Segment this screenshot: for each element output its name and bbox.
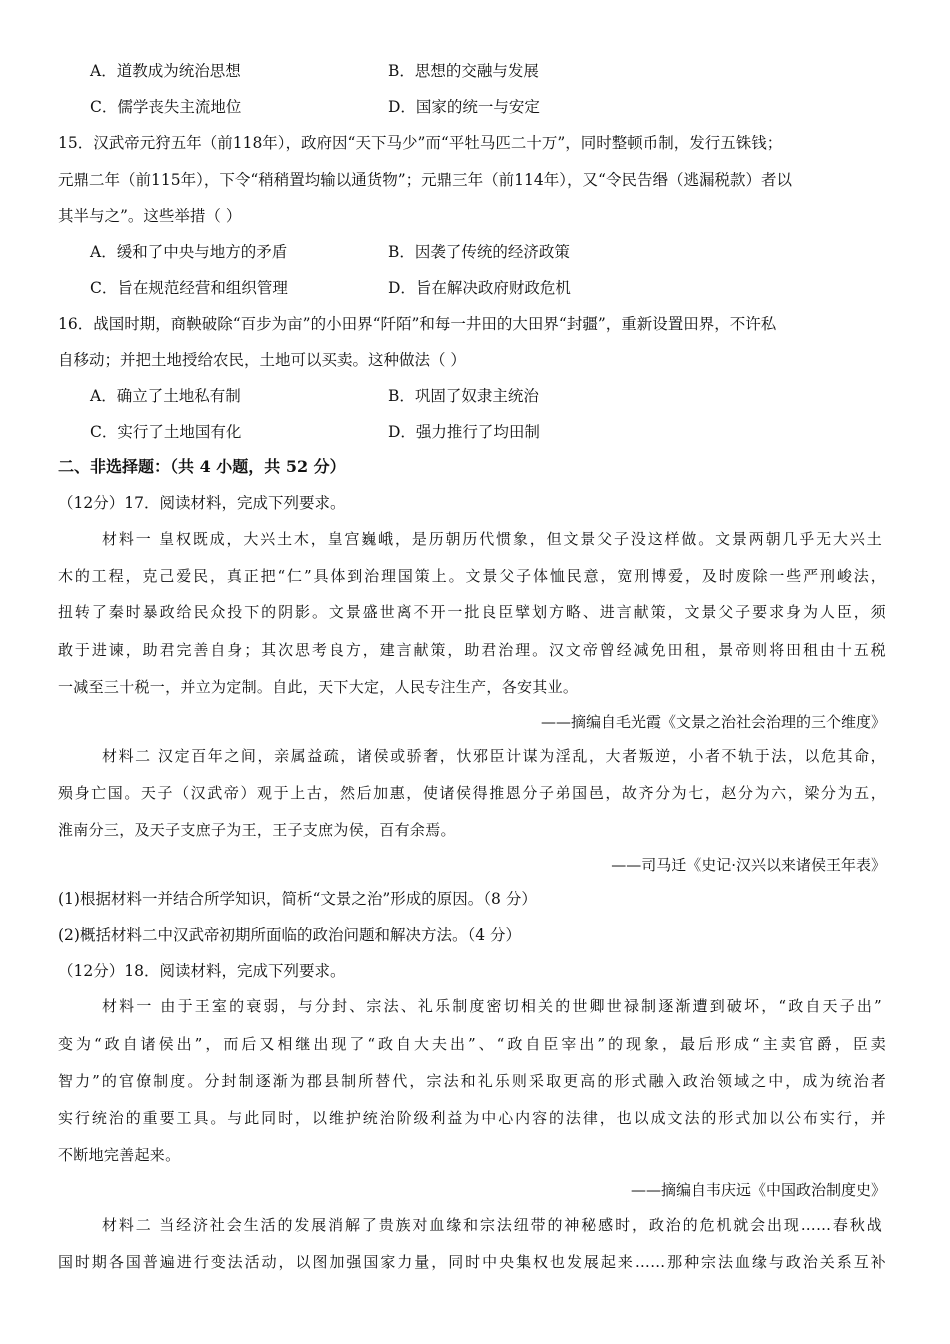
q17-subquestion-1: (1)根据材料一并结合所学知识，简析“文景之治”形成的原因。（8 分） <box>58 890 537 908</box>
q18-material-1-line: 实行统治的重要工具。与此同时，以维护统治阶级利益为中心内容的法律，也以成文法的形式加以公布实行，并 <box>58 1109 886 1127</box>
q17-subquestion-2: (2)概括材料二中汉武帝初期所面临的政治问题和解决方法。（4 分） <box>58 926 521 944</box>
q14-option-a: A．道教成为统治思想 <box>90 62 241 80</box>
q18-material-1-line: 变为“政自诸侯出”，而后又相继出现了“政自大夫出”、“政自臣宰出”的现象，最后形成“主卖官爵，臣卖 <box>58 1035 886 1053</box>
q15-option-c: C．旨在规范经营和组织管理 <box>90 279 288 297</box>
q18-material-1-line: 智力”的官僚制度。分封制逐渐为郡县制所替代，宗法和礼乐则采取更高的形式融入政治领域之中，成为统治者 <box>58 1072 886 1090</box>
q17-material-2-line: 淮南分三，及天子支庶子为王，王子支庶为侯，百有余焉。 <box>58 821 456 839</box>
q17-material-1-source: ——摘编自毛光霞《文景之治社会治理的三个维度》 <box>540 713 886 731</box>
section-heading: 二、非选择题：（共 4 小题，共 52 分） <box>58 457 346 476</box>
q14-option-b: B．思想的交融与发展 <box>388 62 539 80</box>
q16-stem-line-1: 16．战国时期，商鞅破除“百步为亩”的小田界“阡陌”和每一井田的大田界“封疆”，重新设置田界，不许私 <box>58 315 777 333</box>
q17-material-2-line: 材料二 汉定百年之间，亲属益疏，诸侯或骄奢，忕邪臣计谋为淫乱，大者叛逆，小者不轨于法，以危其命， <box>102 747 886 765</box>
q17-material-1-line: 材料一 皇权既成，大兴土木，皇宫巍峨，是历朝历代惯象，但文景父子没这样做。文景两朝几乎无大兴土 <box>102 530 882 548</box>
q15-option-d: D．旨在解决政府财政危机 <box>388 279 571 297</box>
q17-material-1-line: 敢于进谏，助君完善自身；其次思考良方，建言献策，助君治理。汉文帝曾经减免田租，景帝则将田租由十五税 <box>58 641 886 659</box>
q16-option-a: A．确立了土地私有制 <box>90 387 241 405</box>
q14-option-d: D．国家的统一与安定 <box>388 98 540 116</box>
q17-material-1-line: 扭转了秦时暴政给民众投下的阴影。文景盛世离不开一批良臣擘划方略、进言献策，文景父子要求身为人臣，须 <box>58 603 886 621</box>
q15-stem-line-1: 15．汉武帝元狩五年（前118年），政府因“天下马少”而“平牡马匹二十万”，同时整顿币制，发行五铢钱； <box>58 134 783 152</box>
q14-option-c: C．儒学丧失主流地位 <box>90 98 242 116</box>
q17-material-2-source: ——司马迁《史记·汉兴以来诸侯王年表》 <box>611 856 886 874</box>
q15-stem-line-2: 元鼎二年（前115年），下令“稍稍置均输以通货物”；元鼎三年（前114年），又“令民告缗（逃漏税款）者以 <box>58 171 792 189</box>
q15-option-a: A．缓和了中央与地方的矛盾 <box>90 243 288 261</box>
q15-option-b: B．因袭了传统的经济政策 <box>388 243 570 261</box>
q16-option-b: B．巩固了奴隶主统治 <box>388 387 539 405</box>
q16-option-d: D．强力推行了均田制 <box>388 423 540 441</box>
q18-material-1-line: 不断地完善起来。 <box>58 1146 181 1164</box>
q17-material-1-line: 一减至三十税一，并立为定制。自此，天下大定，人民专注生产，各安其业。 <box>58 678 579 696</box>
q16-option-c: C．实行了土地国有化 <box>90 423 242 441</box>
q16-stem-line-2: 自移动；并把土地授给农民，土地可以买卖。这种做法（ ） <box>58 351 466 369</box>
q18-intro: （12分）18．阅读材料，完成下列要求。 <box>58 962 346 980</box>
q17-material-2-line: 殒身亡国。天子（汉武帝）观于上古，然后加惠，使诸侯得推恩分子弟国邑，故齐分为七，赵分为六，梁分为五， <box>58 784 886 802</box>
q18-material-2-line: 材料二 当经济社会生活的发展消解了贵族对血缘和宗法纽带的神秘感时，政治的危机就会出现……春秋战 <box>102 1216 882 1234</box>
q18-material-1-source: ——摘编自韦庆远《中国政治制度史》 <box>630 1181 886 1199</box>
q18-material-1-line: 材料一 由于王室的衰弱，与分封、宗法、礼乐制度密切相关的世卿世禄制逐渐遭到破坏，“政自天子出” <box>102 997 882 1015</box>
q17-material-1-line: 木的工程，克己爱民，真正把“仁”具体到治理国策上。文景父子体恤民意，宽刑博爱，及时废除一些严刑峻法， <box>58 567 886 585</box>
q17-intro: （12分）17．阅读材料，完成下列要求。 <box>58 494 346 512</box>
q18-material-2-line: 国时期各国普遍进行变法活动，以图加强国家力量，同时中央集权也发展起来……那种宗法血缘与政治关系互补 <box>58 1253 886 1271</box>
q15-stem-line-3: 其半与之”。这些举措（ ） <box>58 207 242 225</box>
